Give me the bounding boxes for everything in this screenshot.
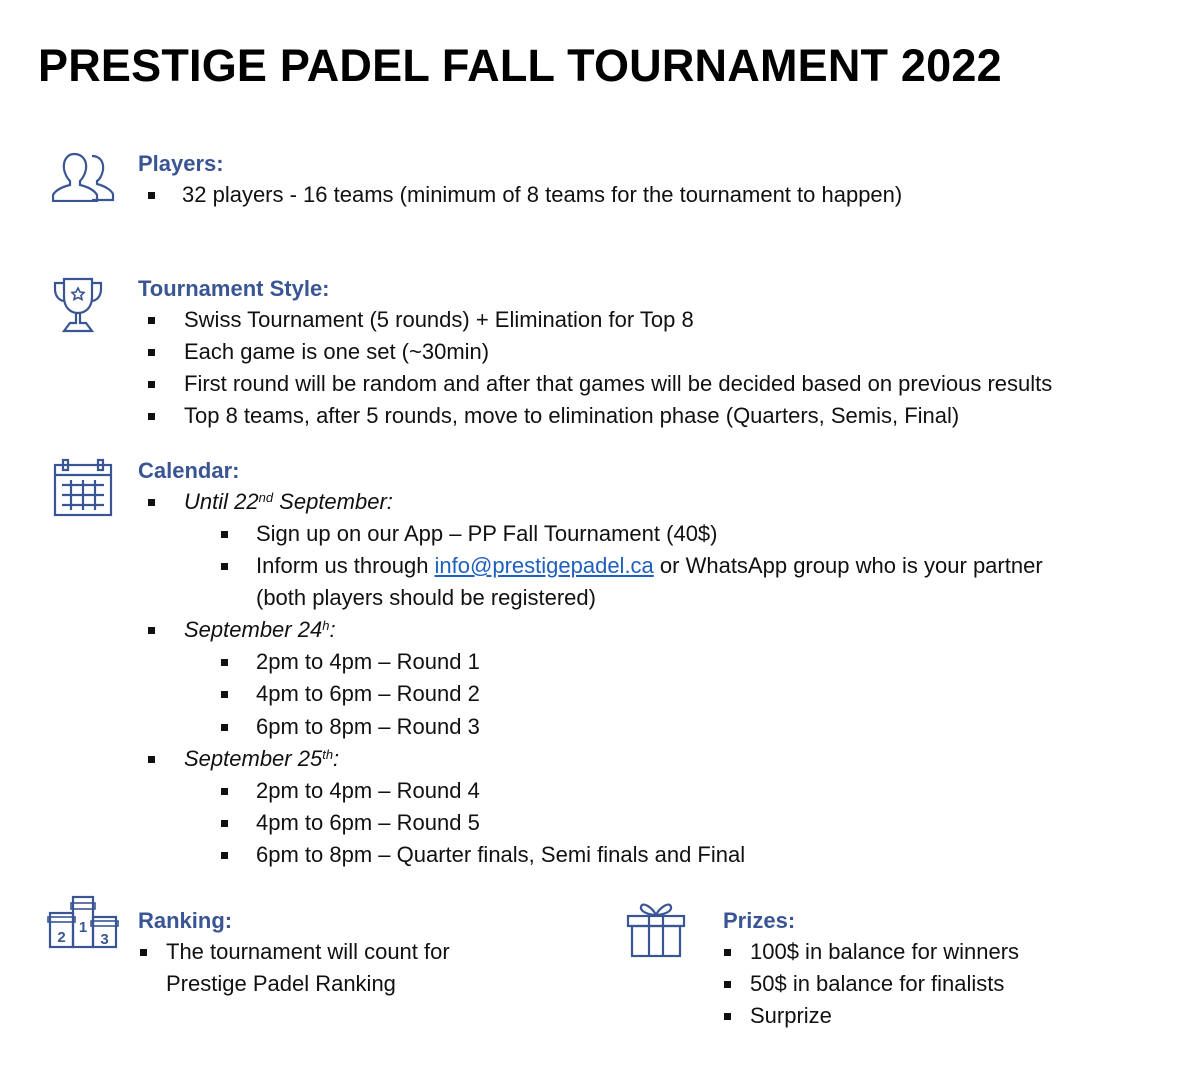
podium-icon	[47, 893, 119, 949]
trophy-icon	[52, 275, 104, 339]
calendar-icon	[52, 457, 114, 519]
users-icon	[52, 150, 118, 202]
podium-label: 1	[78, 919, 88, 936]
tournament-style-heading: Tournament Style:	[138, 276, 330, 301]
ranking-heading: Ranking:	[138, 908, 233, 933]
email-link[interactable]: info@prestigepadel.ca	[434, 553, 654, 578]
players-heading: Players:	[138, 151, 224, 176]
podium-label: 2	[57, 929, 66, 946]
calendar-heading: Calendar:	[138, 458, 240, 483]
gift-icon	[625, 898, 687, 960]
podium-label: 3	[100, 931, 109, 948]
prizes-heading: Prizes:	[723, 908, 796, 933]
page-title: PRESTIGE PADEL FALL TOURNAMENT 2022	[38, 40, 1002, 91]
